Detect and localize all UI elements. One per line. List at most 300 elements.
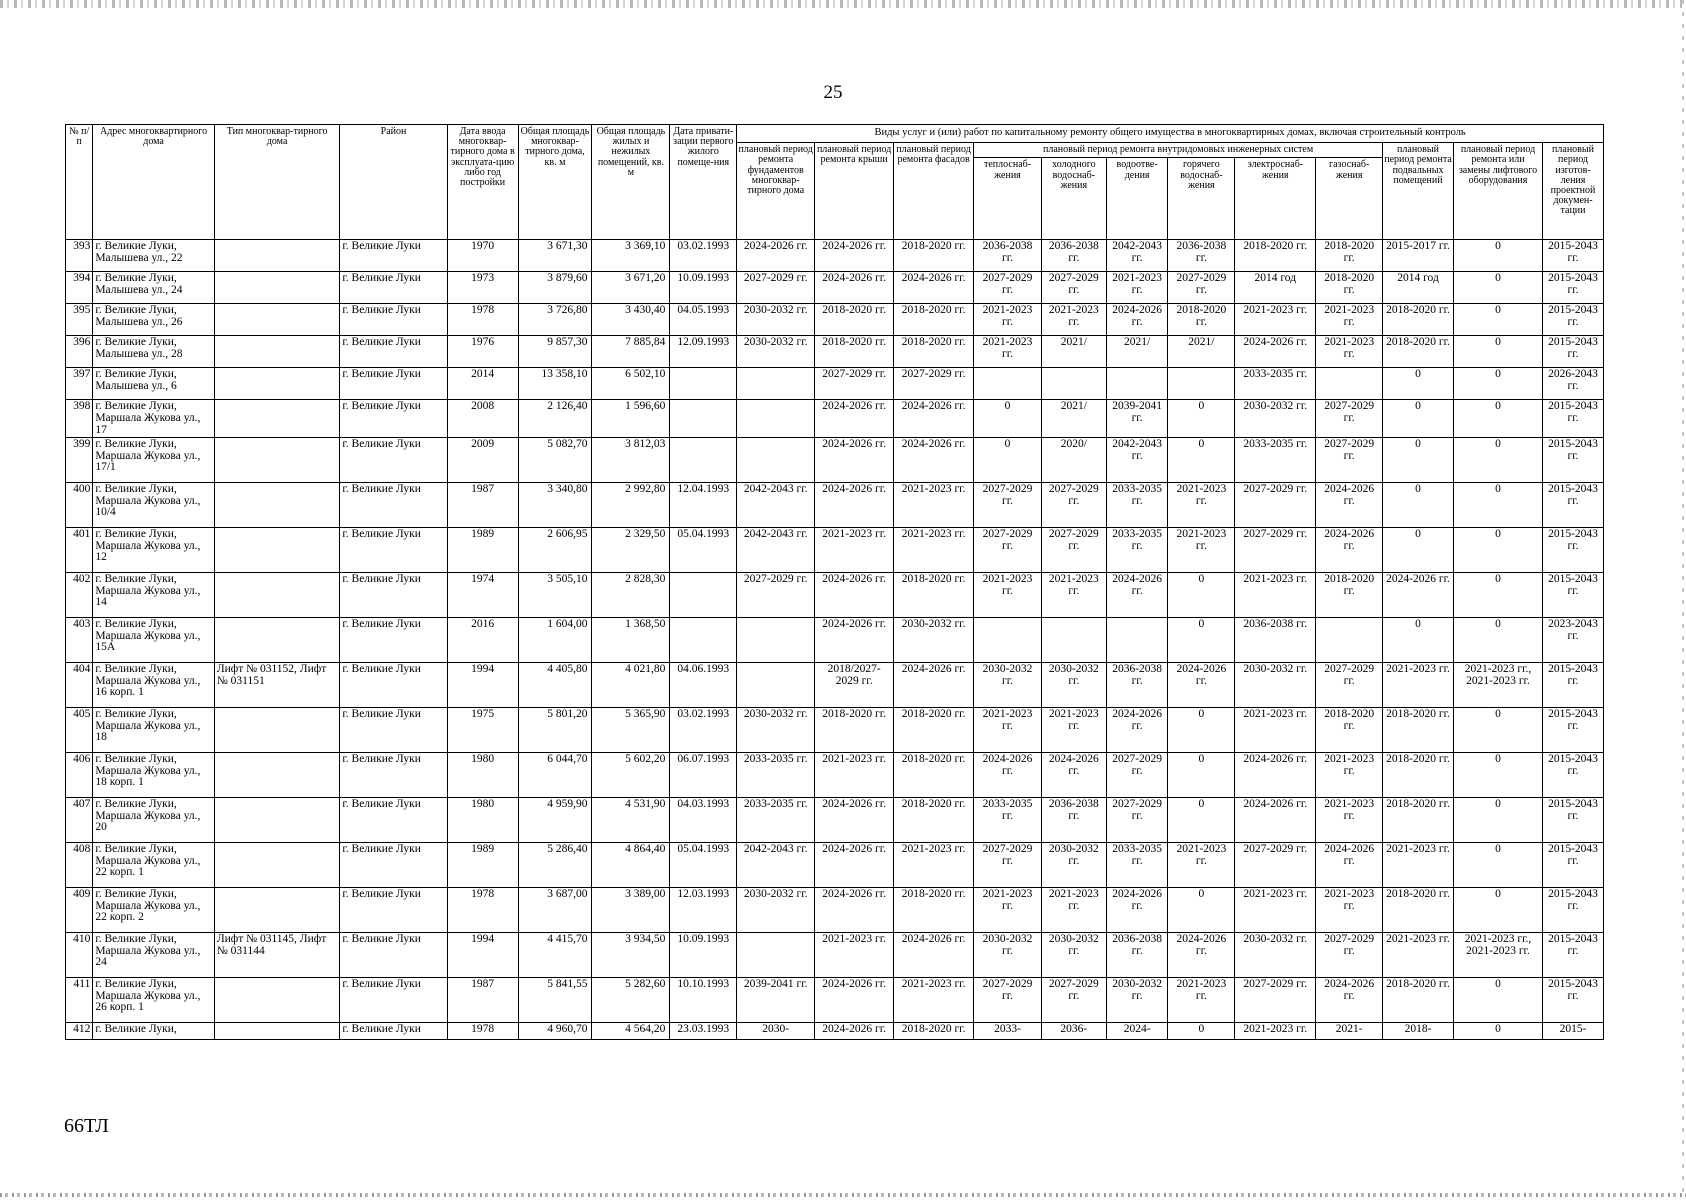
cell-district: г. Великие Луки	[340, 438, 447, 483]
cell-cold-water-period: 2021/	[1041, 400, 1106, 438]
cell-cold-water-period: 2027-2029 гг.	[1041, 978, 1106, 1023]
cell-living-area: 1 596,60	[592, 400, 670, 438]
cell-drainage-period	[1106, 618, 1168, 663]
cell-drainage-period: 2036-2038 гг.	[1106, 933, 1168, 978]
cell-number: 400	[66, 483, 93, 528]
cell-foundation-period: 2042-2043 гг.	[737, 483, 815, 528]
cell-roof-period: 2024-2026 гг.	[815, 888, 894, 933]
cell-commission-year: 2008	[447, 400, 518, 438]
cell-facade-period: 2024-2026 гг.	[894, 400, 974, 438]
cell-design-docs-period: 2023-2043 гг.	[1543, 618, 1604, 663]
cell-address: г. Великие Луки, Малышева ул., 28	[93, 336, 214, 368]
table-row	[66, 798, 1604, 843]
cell-facade-period: 2021-2023 гг.	[894, 483, 974, 528]
cell-cold-water-period: 2030-2032 гг.	[1041, 933, 1106, 978]
cell-gas-period: 2027-2029 гг.	[1316, 400, 1383, 438]
table-row	[66, 336, 1604, 368]
cell-cold-water-period: 2020/	[1041, 438, 1106, 483]
cell-roof-period: 2018/2027-2029 гг.	[815, 663, 894, 708]
cell-drainage-period: 2027-2029 гг.	[1106, 753, 1168, 798]
cell-number: 412	[66, 1023, 93, 1040]
cell-total-area: 3 687,00	[518, 888, 592, 933]
header-cold-water: холодного водоснаб-жения	[1041, 158, 1106, 240]
cell-district: г. Великие Луки	[340, 978, 447, 1023]
cell-heating-period: 2033-	[974, 1023, 1042, 1040]
cell-elevator-period: 0	[1453, 240, 1542, 272]
cell-commission-year: 1970	[447, 240, 518, 272]
cell-address: г. Великие Луки, Малышева ул., 22	[93, 240, 214, 272]
cell-privatization-date	[670, 368, 737, 400]
cell-design-docs-period: 2015-2043 гг.	[1543, 400, 1604, 438]
cell-commission-year: 1987	[447, 978, 518, 1023]
cell-address: г. Великие Луки, Маршала Жукова ул., 16 корп. 1	[93, 663, 214, 708]
cell-house-type: Лифт № 031145, Лифт № 031144	[214, 933, 340, 978]
cell-elevator-period: 2021-2023 гг., 2021-2023 гг.	[1453, 663, 1542, 708]
header-foundation: плановый период ремонта фундаментов многоквар-тирного дома	[737, 143, 815, 240]
cell-elevator-period: 0	[1453, 438, 1542, 483]
cell-drainage-period: 2024-2026 гг.	[1106, 708, 1168, 753]
cell-foundation-period: 2030-2032 гг.	[737, 708, 815, 753]
cell-total-area: 3 505,10	[518, 573, 592, 618]
cell-foundation-period: 2027-2029 гг.	[737, 272, 815, 304]
cell-facade-period: 2027-2029 гг.	[894, 368, 974, 400]
cell-district: г. Великие Луки	[340, 336, 447, 368]
cell-address: г. Великие Луки, Маршала Жукова ул., 24	[93, 933, 214, 978]
header-commission-date: Дата ввода многоквар-тирного дома в эксплуата-цию либо год постройки	[447, 125, 518, 240]
cell-address: г. Великие Луки, Маршала Жукова ул., 14	[93, 573, 214, 618]
cell-house-type	[214, 528, 340, 573]
table-row	[66, 978, 1604, 1023]
cell-cold-water-period: 2021-2023 гг.	[1041, 304, 1106, 336]
cell-roof-period: 2024-2026 гг.	[815, 618, 894, 663]
cell-total-area: 4 959,90	[518, 798, 592, 843]
cell-privatization-date: 10.09.1993	[670, 933, 737, 978]
cell-hot-water-period	[1168, 368, 1235, 400]
cell-elevator-period: 0	[1453, 843, 1542, 888]
cell-district: г. Великие Луки	[340, 483, 447, 528]
cell-commission-year: 1994	[447, 663, 518, 708]
cell-privatization-date: 03.02.1993	[670, 240, 737, 272]
cell-drainage-period	[1106, 368, 1168, 400]
cell-cold-water-period: 2036-2038 гг.	[1041, 240, 1106, 272]
cell-gas-period: 2018-2020 гг.	[1316, 573, 1383, 618]
table-row	[66, 888, 1604, 933]
cell-number: 410	[66, 933, 93, 978]
cell-address: г. Великие Луки, Маршала Жукова ул., 18 корп. 1	[93, 753, 214, 798]
header-elevator: плановый период ремонта или замены лифтового оборудования	[1453, 143, 1542, 240]
table-row	[66, 483, 1604, 528]
cell-district: г. Великие Луки	[340, 843, 447, 888]
cell-design-docs-period: 2015-2043 гг.	[1543, 336, 1604, 368]
cell-hot-water-period: 2021-2023 гг.	[1168, 483, 1235, 528]
cell-district: г. Великие Луки	[340, 708, 447, 753]
cell-privatization-date: 04.05.1993	[670, 304, 737, 336]
scan-noise-right-edge	[1682, 0, 1684, 1200]
cell-privatization-date: 06.07.1993	[670, 753, 737, 798]
cell-total-area: 4 415,70	[518, 933, 592, 978]
cell-foundation-period: 2042-2043 гг.	[737, 843, 815, 888]
cell-total-area: 3 671,30	[518, 240, 592, 272]
cell-cold-water-period	[1041, 368, 1106, 400]
cell-living-area: 4 564,20	[592, 1023, 670, 1040]
cell-basement-period: 2018-2020 гг.	[1383, 978, 1454, 1023]
cell-total-area: 5 801,20	[518, 708, 592, 753]
cell-roof-period: 2024-2026 гг.	[815, 1023, 894, 1040]
cell-commission-year: 1989	[447, 528, 518, 573]
cell-district: г. Великие Луки	[340, 663, 447, 708]
cell-basement-period: 2021-2023 гг.	[1383, 663, 1454, 708]
cell-foundation-period: 2027-2029 гг.	[737, 573, 815, 618]
table-row	[66, 304, 1604, 336]
cell-elevator-period: 0	[1453, 708, 1542, 753]
cell-design-docs-period: 2015-2043 гг.	[1543, 843, 1604, 888]
header-total-area: Общая площадь многоквар-тирного дома, кв. м	[518, 125, 592, 240]
cell-foundation-period: 2030-	[737, 1023, 815, 1040]
cell-elevator-period: 0	[1453, 798, 1542, 843]
header-heating: теплоснаб-жения	[974, 158, 1042, 240]
table-row	[66, 573, 1604, 618]
cell-house-type	[214, 843, 340, 888]
capital-repair-table	[65, 124, 1604, 1040]
cell-gas-period: 2024-2026 гг.	[1316, 978, 1383, 1023]
cell-living-area: 2 992,80	[592, 483, 670, 528]
cell-number: 405	[66, 708, 93, 753]
cell-address: г. Великие Луки, Маршала Жукова ул., 12	[93, 528, 214, 573]
cell-drainage-period: 2027-2029 гг.	[1106, 798, 1168, 843]
cell-foundation-period	[737, 400, 815, 438]
cell-elevator-period: 2021-2023 гг., 2021-2023 гг.	[1453, 933, 1542, 978]
cell-design-docs-period: 2015-2043 гг.	[1543, 272, 1604, 304]
cell-cold-water-period: 2036-2038 гг.	[1041, 798, 1106, 843]
cell-electricity-period: 2030-2032 гг.	[1235, 933, 1316, 978]
cell-elevator-period: 0	[1453, 400, 1542, 438]
cell-electricity-period: 2033-2035 гг.	[1235, 438, 1316, 483]
cell-cold-water-period: 2030-2032 гг.	[1041, 663, 1106, 708]
cell-design-docs-period: 2015-2043 гг.	[1543, 240, 1604, 272]
cell-drainage-period: 2024-	[1106, 1023, 1168, 1040]
header-row-1	[66, 125, 1604, 143]
cell-cold-water-period	[1041, 618, 1106, 663]
header-design-docs: плановый период изготов-ления проектной докумен-тации	[1543, 143, 1604, 240]
cell-electricity-period: 2021-2023 гг.	[1235, 708, 1316, 753]
cell-elevator-period: 0	[1453, 304, 1542, 336]
cell-facade-period: 2021-2023 гг.	[894, 528, 974, 573]
cell-number: 407	[66, 798, 93, 843]
cell-living-area: 3 389,00	[592, 888, 670, 933]
cell-number: 408	[66, 843, 93, 888]
cell-total-area: 3 340,80	[518, 483, 592, 528]
cell-design-docs-period: 2015-2043 гг.	[1543, 528, 1604, 573]
cell-design-docs-period: 2015-2043 гг.	[1543, 798, 1604, 843]
header-drainage: водоотве-дения	[1106, 158, 1168, 240]
cell-living-area: 5 365,90	[592, 708, 670, 753]
cell-commission-year: 1975	[447, 708, 518, 753]
cell-facade-period: 2030-2032 гг.	[894, 618, 974, 663]
cell-heating-period: 2030-2032 гг.	[974, 933, 1042, 978]
cell-electricity-period: 2027-2029 гг.	[1235, 843, 1316, 888]
cell-house-type	[214, 438, 340, 483]
cell-basement-period: 0	[1383, 368, 1454, 400]
cell-design-docs-period: 2026-2043 гг.	[1543, 368, 1604, 400]
cell-commission-year: 2009	[447, 438, 518, 483]
cell-district: г. Великие Луки	[340, 1023, 447, 1040]
cell-address: г. Великие Луки, Маршала Жукова ул., 26 корп. 1	[93, 978, 214, 1023]
cell-commission-year: 1978	[447, 888, 518, 933]
cell-basement-period: 2015-2017 гг.	[1383, 240, 1454, 272]
cell-commission-year: 1980	[447, 753, 518, 798]
cell-district: г. Великие Луки	[340, 240, 447, 272]
table-row	[66, 618, 1604, 663]
cell-commission-year: 1994	[447, 933, 518, 978]
cell-number: 396	[66, 336, 93, 368]
table-row	[66, 663, 1604, 708]
header-num: № п/п	[66, 125, 93, 240]
header-roof: плановый период ремонта крыши	[815, 143, 894, 240]
cell-privatization-date: 03.02.1993	[670, 708, 737, 753]
cell-drainage-period: 2030-2032 гг.	[1106, 978, 1168, 1023]
cell-electricity-period: 2036-2038 гг.	[1235, 618, 1316, 663]
table-row	[66, 753, 1604, 798]
cell-house-type	[214, 1023, 340, 1040]
cell-roof-period: 2018-2020 гг.	[815, 336, 894, 368]
cell-roof-period: 2027-2029 гг.	[815, 368, 894, 400]
cell-total-area: 4 960,70	[518, 1023, 592, 1040]
cell-address: г. Великие Луки, Маршала Жукова ул., 18	[93, 708, 214, 753]
cell-living-area: 7 885,84	[592, 336, 670, 368]
cell-commission-year: 2016	[447, 618, 518, 663]
cell-drainage-period: 2021/	[1106, 336, 1168, 368]
cell-hot-water-period: 0	[1168, 753, 1235, 798]
cell-cold-water-period: 2027-2029 гг.	[1041, 483, 1106, 528]
cell-total-area: 2 126,40	[518, 400, 592, 438]
cell-heating-period: 2036-2038 гг.	[974, 240, 1042, 272]
cell-elevator-period: 0	[1453, 483, 1542, 528]
table-row	[66, 843, 1604, 888]
cell-roof-period: 2021-2023 гг.	[815, 528, 894, 573]
cell-electricity-period: 2027-2029 гг.	[1235, 528, 1316, 573]
cell-address: г. Великие Луки, Малышева ул., 24	[93, 272, 214, 304]
cell-basement-period: 2018-2020 гг.	[1383, 304, 1454, 336]
cell-number: 398	[66, 400, 93, 438]
cell-living-area: 4 021,80	[592, 663, 670, 708]
cell-house-type: Лифт № 031152, Лифт № 031151	[214, 663, 340, 708]
cell-address: г. Великие Луки, Маршала Жукова ул., 17	[93, 400, 214, 438]
scan-noise-top	[0, 0, 1686, 8]
cell-privatization-date	[670, 573, 737, 618]
cell-privatization-date: 12.09.1993	[670, 336, 737, 368]
cell-basement-period: 2018-2020 гг.	[1383, 753, 1454, 798]
cell-drainage-period: 2033-2035 гг.	[1106, 528, 1168, 573]
cell-district: г. Великие Луки	[340, 753, 447, 798]
cell-district: г. Великие Луки	[340, 573, 447, 618]
cell-facade-period: 2018-2020 гг.	[894, 304, 974, 336]
cell-address: г. Великие Луки, Маршала Жукова ул., 22 корп. 2	[93, 888, 214, 933]
cell-basement-period: 2018-2020 гг.	[1383, 708, 1454, 753]
cell-roof-period: 2024-2026 гг.	[815, 978, 894, 1023]
cell-electricity-period: 2021-2023 гг.	[1235, 304, 1316, 336]
cell-elevator-period: 0	[1453, 336, 1542, 368]
cell-address: г. Великие Луки, Маршала Жукова ул., 10/4	[93, 483, 214, 528]
cell-privatization-date: 05.04.1993	[670, 843, 737, 888]
cell-hot-water-period: 0	[1168, 708, 1235, 753]
cell-basement-period: 2014 год	[1383, 272, 1454, 304]
cell-design-docs-period: 2015-2043 гг.	[1543, 663, 1604, 708]
cell-gas-period: 2021-2023 гг.	[1316, 304, 1383, 336]
cell-house-type	[214, 978, 340, 1023]
cell-cold-water-period: 2024-2026 гг.	[1041, 753, 1106, 798]
cell-basement-period: 2021-2023 гг.	[1383, 843, 1454, 888]
header-hot-water: горячего водоснаб-жения	[1168, 158, 1235, 240]
cell-hot-water-period: 2036-2038 гг.	[1168, 240, 1235, 272]
table-row	[66, 438, 1604, 483]
cell-total-area: 13 358,10	[518, 368, 592, 400]
cell-heating-period: 2033-2035 гг.	[974, 798, 1042, 843]
cell-basement-period: 2018-2020 гг.	[1383, 798, 1454, 843]
cell-heating-period: 2024-2026 гг.	[974, 753, 1042, 798]
cell-electricity-period: 2024-2026 гг.	[1235, 798, 1316, 843]
table-row	[66, 933, 1604, 978]
cell-basement-period: 2024-2026 гг.	[1383, 573, 1454, 618]
cell-house-type	[214, 753, 340, 798]
cell-basement-period: 2018-2020 гг.	[1383, 888, 1454, 933]
cell-privatization-date: 04.06.1993	[670, 663, 737, 708]
cell-drainage-period: 2042-2043 гг.	[1106, 240, 1168, 272]
cell-living-area: 3 430,40	[592, 304, 670, 336]
cell-gas-period: 2021-2023 гг.	[1316, 798, 1383, 843]
cell-living-area: 1 368,50	[592, 618, 670, 663]
cell-heating-period	[974, 368, 1042, 400]
cell-total-area: 4 405,80	[518, 663, 592, 708]
cell-hot-water-period: 2021/	[1168, 336, 1235, 368]
cell-gas-period: 2021-	[1316, 1023, 1383, 1040]
cell-hot-water-period: 0	[1168, 1023, 1235, 1040]
cell-facade-period: 2018-2020 гг.	[894, 240, 974, 272]
header-gas: газоснаб-жения	[1316, 158, 1383, 240]
header-engineering-systems: плановый период ремонта внутридомовых инженерных систем	[974, 143, 1383, 158]
cell-drainage-period: 2024-2026 гг.	[1106, 573, 1168, 618]
cell-elevator-period: 0	[1453, 1023, 1542, 1040]
cell-total-area: 5 841,55	[518, 978, 592, 1023]
cell-basement-period: 0	[1383, 528, 1454, 573]
cell-roof-period: 2024-2026 гг.	[815, 483, 894, 528]
cell-electricity-period: 2021-2023 гг.	[1235, 888, 1316, 933]
cell-privatization-date	[670, 618, 737, 663]
cell-privatization-date: 10.09.1993	[670, 272, 737, 304]
cell-total-area: 3 879,60	[518, 272, 592, 304]
cell-foundation-period: 2030-2032 гг.	[737, 304, 815, 336]
cell-district: г. Великие Луки	[340, 304, 447, 336]
cell-living-area: 3 671,20	[592, 272, 670, 304]
cell-gas-period: 2018-2020 гг.	[1316, 272, 1383, 304]
cell-hot-water-period: 0	[1168, 798, 1235, 843]
cell-house-type	[214, 336, 340, 368]
cell-gas-period: 2018-2020 гг.	[1316, 240, 1383, 272]
cell-heating-period: 0	[974, 438, 1042, 483]
cell-privatization-date	[670, 400, 737, 438]
cell-foundation-period	[737, 933, 815, 978]
cell-number: 411	[66, 978, 93, 1023]
cell-elevator-period: 0	[1453, 978, 1542, 1023]
header-address: Адрес многоквартирного дома	[93, 125, 214, 240]
cell-foundation-period: 2030-2032 гг.	[737, 888, 815, 933]
cell-foundation-period: 2039-2041 гг.	[737, 978, 815, 1023]
cell-electricity-period: 2024-2026 гг.	[1235, 336, 1316, 368]
header-living-area: Общая площадь жилых и нежилых помещений, кв. м	[592, 125, 670, 240]
cell-design-docs-period: 2015-2043 гг.	[1543, 978, 1604, 1023]
cell-foundation-period	[737, 663, 815, 708]
cell-electricity-period: 2027-2029 гг.	[1235, 483, 1316, 528]
cell-commission-year: 1978	[447, 1023, 518, 1040]
cell-address: г. Великие Луки, Малышева ул., 26	[93, 304, 214, 336]
cell-roof-period: 2024-2026 гг.	[815, 573, 894, 618]
cell-cold-water-period: 2021/	[1041, 336, 1106, 368]
cell-number: 393	[66, 240, 93, 272]
header-services: Виды услуг и (или) работ по капитальному ремонту общего имущества в многоквартирных домах, включая строительный контроль	[737, 125, 1604, 143]
cell-basement-period: 0	[1383, 483, 1454, 528]
cell-privatization-date	[670, 438, 737, 483]
cell-address: г. Великие Луки, Маршала Жукова ул., 22 корп. 1	[93, 843, 214, 888]
cell-elevator-period: 0	[1453, 272, 1542, 304]
cell-living-area: 5 282,60	[592, 978, 670, 1023]
cell-facade-period: 2021-2023 гг.	[894, 978, 974, 1023]
cell-electricity-period: 2021-2023 гг.	[1235, 1023, 1316, 1040]
cell-number: 402	[66, 573, 93, 618]
cell-commission-year: 1974	[447, 573, 518, 618]
cell-number: 394	[66, 272, 93, 304]
cell-living-area: 3 369,10	[592, 240, 670, 272]
cell-privatization-date: 04.03.1993	[670, 798, 737, 843]
header-facade: плановый период ремонта фасадов	[894, 143, 974, 240]
cell-total-area: 6 044,70	[518, 753, 592, 798]
cell-gas-period	[1316, 618, 1383, 663]
cell-basement-period: 0	[1383, 618, 1454, 663]
table-row	[66, 528, 1604, 573]
cell-hot-water-period: 2021-2023 гг.	[1168, 978, 1235, 1023]
cell-number: 399	[66, 438, 93, 483]
cell-heating-period: 2027-2029 гг.	[974, 843, 1042, 888]
cell-drainage-period: 2039-2041 гг.	[1106, 400, 1168, 438]
cell-facade-period: 2018-2020 гг.	[894, 708, 974, 753]
cell-facade-period: 2024-2026 гг.	[894, 272, 974, 304]
cell-basement-period: 2018-2020 гг.	[1383, 336, 1454, 368]
cell-commission-year: 1987	[447, 483, 518, 528]
cell-foundation-period: 2033-2035 гг.	[737, 753, 815, 798]
cell-number: 404	[66, 663, 93, 708]
cell-foundation-period: 2024-2026 гг.	[737, 240, 815, 272]
header-electricity: электроснаб-жения	[1235, 158, 1316, 240]
cell-design-docs-period: 2015-2043 гг.	[1543, 304, 1604, 336]
cell-hot-water-period: 0	[1168, 888, 1235, 933]
cell-living-area: 4 531,90	[592, 798, 670, 843]
cell-district: г. Великие Луки	[340, 368, 447, 400]
header-privatization-date: Дата привати-зации первого жилого помеще-ния	[670, 125, 737, 240]
cell-design-docs-period: 2015-2043 гг.	[1543, 753, 1604, 798]
header-basement: плановый период ремонта подвальных помещений	[1383, 143, 1454, 240]
cell-house-type	[214, 240, 340, 272]
cell-facade-period: 2018-2020 гг.	[894, 753, 974, 798]
cell-electricity-period: 2018-2020 гг.	[1235, 240, 1316, 272]
cell-basement-period: 2018-	[1383, 1023, 1454, 1040]
cell-hot-water-period: 2018-2020 гг.	[1168, 304, 1235, 336]
cell-privatization-date: 12.03.1993	[670, 888, 737, 933]
cell-roof-period: 2024-2026 гг.	[815, 240, 894, 272]
cell-drainage-period: 2033-2035 гг.	[1106, 483, 1168, 528]
cell-roof-period: 2018-2020 гг.	[815, 304, 894, 336]
cell-roof-period: 2021-2023 гг.	[815, 933, 894, 978]
cell-drainage-period: 2021-2023 гг.	[1106, 272, 1168, 304]
table-row	[66, 400, 1604, 438]
cell-heating-period	[974, 618, 1042, 663]
